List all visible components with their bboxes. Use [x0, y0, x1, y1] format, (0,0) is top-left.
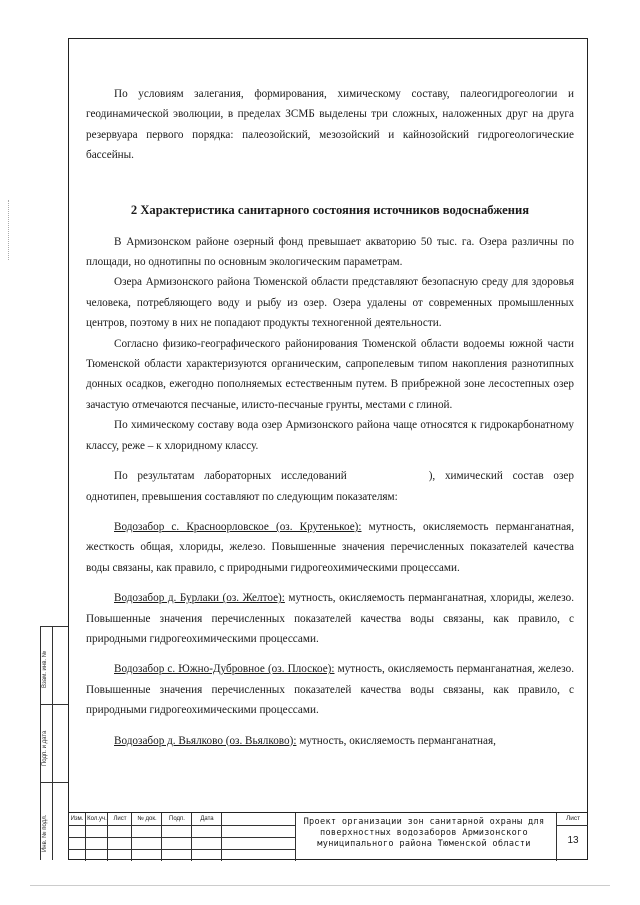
intake-name: Водозабор с. Южно-Дубровное (оз. Плоское): — [114, 663, 335, 676]
paragraph-lab-results — [86, 466, 574, 507]
side-label-inv: Инв. № подл. — [42, 814, 48, 852]
paragraph-basins: По условиям залегания, формирования, химическому составу, палеогидрогеологии и геодинамической эволюции, в пределах ЗСМБ выделены три сложных, наложенных друг на друга резервуара первого порядка: палеозойский, мезозойский и кайнозойский гидрогеологические бассейны. — [86, 88, 574, 162]
intake-text: мутность, окисляемость перманганатная, хлориды, железо. Повышенные значения перечисленных показателей качества воды связаны, как правило, с природными гидрогеохимическими процессами. — [86, 592, 574, 645]
paragraph-intake-burlaki — [86, 588, 574, 649]
sheet-number: 13 — [567, 835, 579, 846]
paragraph-intake-yuzhno-dubrovnoe — [86, 659, 574, 720]
side-label-vzam: Взам. инв. № — [42, 650, 48, 688]
paragraph-lake-fund: В Армизонском районе озерный фонд превышает акваторию 50 тыс. га. Озера различны по площади, но однотипны по основным экологическим параметрам. — [86, 235, 574, 269]
paragraph-intake-vyalkovo — [86, 731, 574, 751]
document-body — [86, 84, 574, 751]
lab-text-before: По результатам лабораторных исследований — [114, 470, 347, 483]
stamp-header-kol: Кол.уч. — [87, 816, 107, 822]
bottom-rule — [30, 885, 610, 886]
title-block — [68, 812, 588, 860]
paragraph-intake-krasnoorlovskoe — [86, 517, 574, 578]
margin-dots — [8, 200, 9, 260]
stamp-header-list: Лист — [113, 816, 127, 822]
intake-text: мутность, окисляемость перманганатная, железо. Повышенные значения перечисленных показателей качества воды связаны, как правило, с природными гидрогеохимическими процессами. — [86, 663, 574, 717]
section-heading: 2 Характеристика санитарного состояния источников водоснабжения — [130, 202, 530, 217]
intake-name: Водозабор с. Красноорловское (оз. Крутенькое): — [114, 520, 362, 533]
stamp-header-doc: № док. — [137, 816, 157, 822]
intake-text: мутность, окисляемость перманганатная, жесткость общая, хлориды, железо. Повышенные значения перечисленных показателей качества воды связаны, как правило, с природными гидрогеохимическими процессами. — [86, 520, 574, 574]
intake-text: мутность, окисляемость перманганатная, — [296, 734, 496, 747]
paragraph-sediments: Согласно физико-географического районирования Тюменской области водоемы южной части Тюменской области характеризуются органическим, сапропелевым типом накопления разнотипных донных осадков, ежегодно пополняемых естественным путем. В прибрежной зоне лесостепных озер зачастую отмечаются песчаные, илисто-песчаные грунты, местами с глиной. — [86, 337, 574, 411]
stamp-header-izm: Изм. — [70, 816, 84, 822]
paragraph-safe-environment: Озера Армизонского района Тюменской области представляют безопасную среду для здоровья человека, потребляющего воду и рыбу из озер. Озера удалены от современных промышленных центров, поэтому в них не попадают продукты техногенной деятельности. — [86, 276, 574, 330]
stamp-header-podp: Подп. — [169, 816, 185, 822]
margin-strip — [40, 626, 68, 860]
stamp-header-date: Дата — [200, 816, 214, 822]
side-label-podp: Подп. и дата — [42, 730, 48, 766]
paragraph-chemical-class: По химическому составу вода озер Армизонского района чаще относятся к гидрокарбонатному классу, реже – к хлоридному классу. — [86, 419, 574, 452]
intake-name: Водозабор д. Вьялково (оз. Вьялково): — [114, 734, 297, 747]
stamp-title: Проект организации зон санитарной охраны для поверхностных водозаборов Армизонского муниципального района Тюменской области — [303, 817, 545, 849]
lab-text-after: ), химический состав озер однотипен, превышения составляют по следующим показателям: — [86, 470, 574, 503]
intake-name: Водозабор д. Бурлаки (оз. Желтое): — [114, 592, 285, 605]
sheet-label: Лист — [565, 815, 581, 822]
